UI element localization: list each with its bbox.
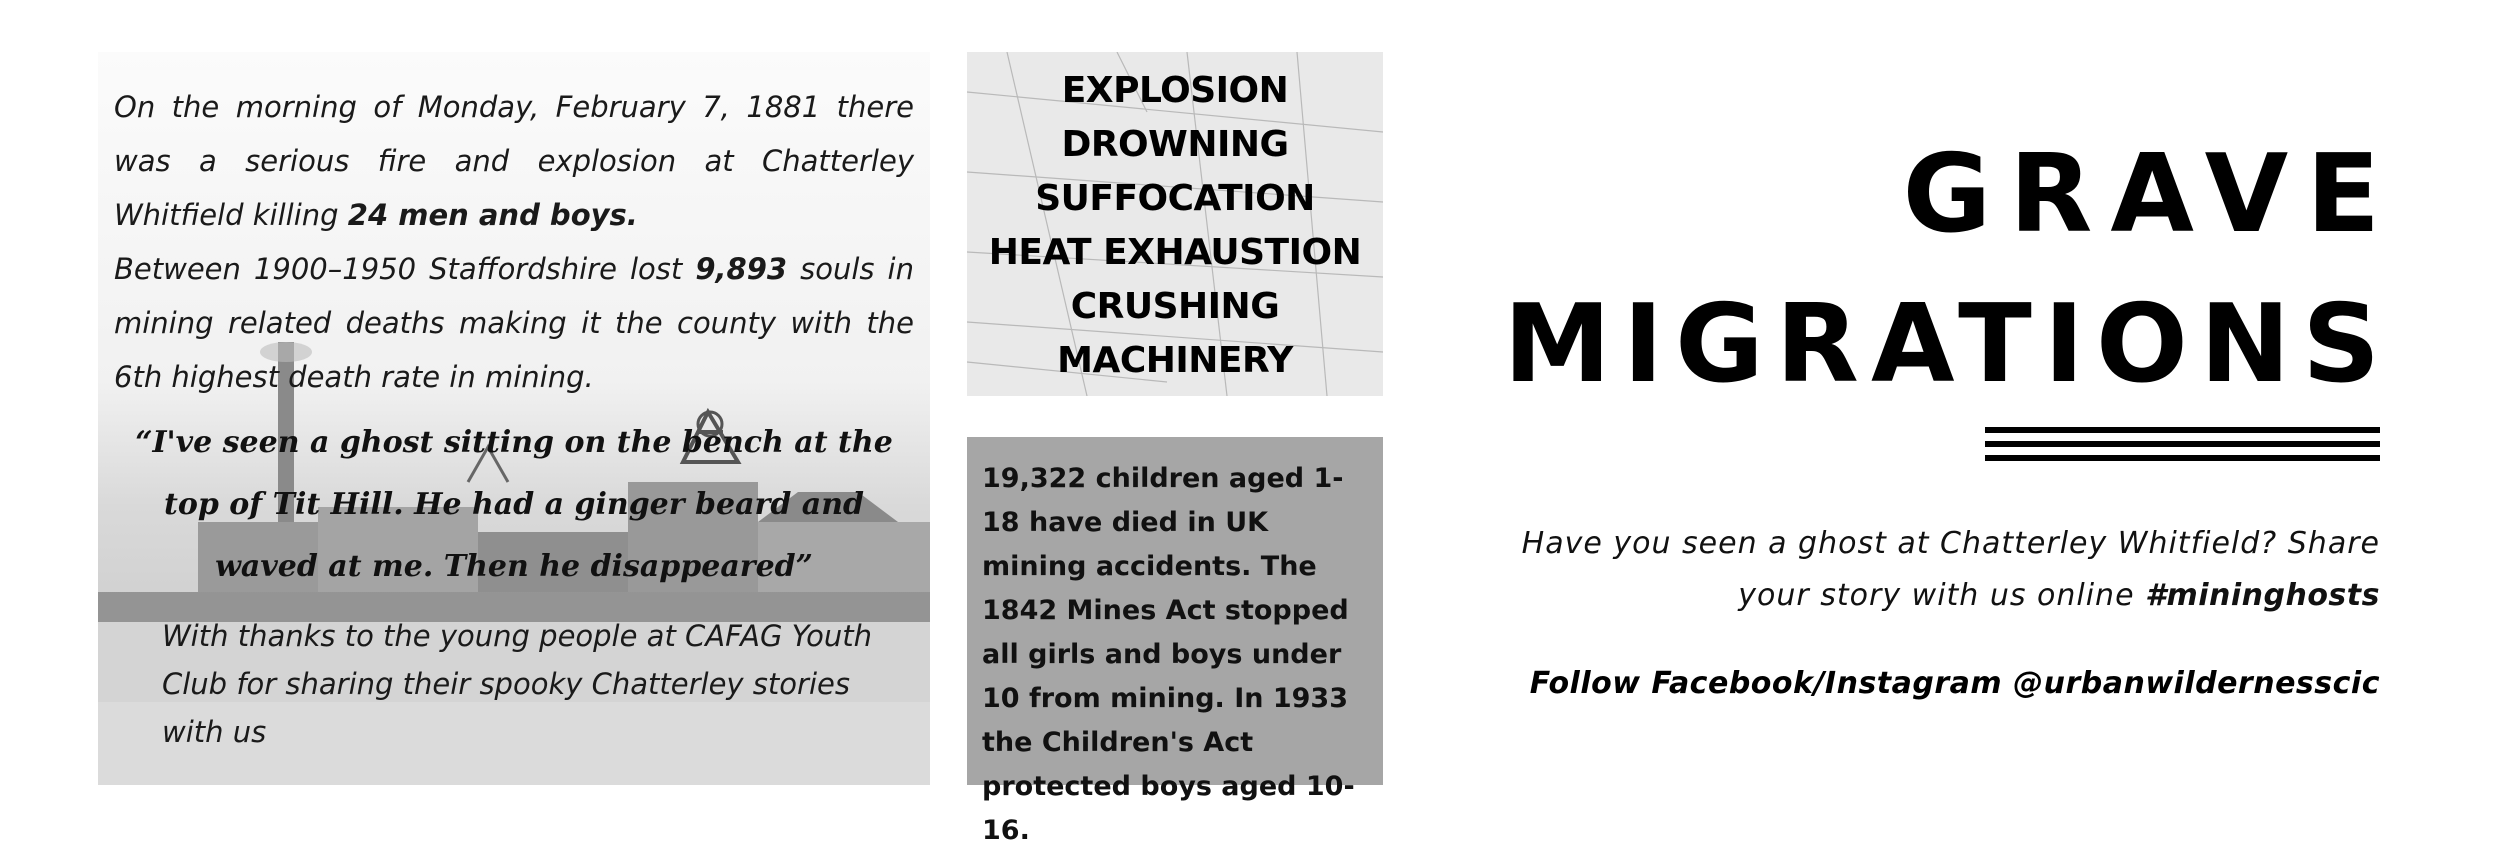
intro-sentence-1: On the morning of Monday, February 7, 1881 there was a serious fire and explosion at Chatterley Whitfield killing: [114, 90, 914, 232]
intro-sentence-2: Between 1900–1950 Staffordshire lost: [114, 252, 696, 286]
cause-item: CRUSHING: [1070, 286, 1280, 327]
cause-item: HEAT EXHAUSTION: [988, 232, 1362, 273]
share-question: Have you seen a ghost at Chatterley Whitfield? Share your story with us online: [1521, 526, 2380, 613]
cause-item: EXPLOSION: [1061, 70, 1289, 111]
intro-sentence-2-end: souls in mining related deaths making it the county with the 6th highest death rate in mining.: [114, 252, 914, 394]
intro-text: [114, 80, 914, 404]
cause-item: SUFFOCATION: [1035, 178, 1315, 219]
underline-bar: [1985, 427, 2380, 433]
page-title: [1503, 120, 2398, 420]
share-story-text: [1480, 518, 2380, 622]
intro-bold-deaths: 24 men and boys.: [347, 198, 638, 232]
underline-bar: [1985, 455, 2380, 461]
colliery-photo-panel: [98, 52, 930, 785]
children-facts-box: [967, 437, 1383, 846]
title-underline-bars: [1985, 427, 2380, 469]
cause-item: MACHINERY: [1057, 340, 1293, 381]
ghost-quote: “I've seen a ghost sitting on the bench at the top of Tit Hill. He had a ginger beard and waved at me. Then he disappeared”: [135, 425, 893, 584]
underline-bar: [1985, 441, 2380, 447]
title-line-1: GRAVE: [1902, 132, 2398, 257]
thanks-text: With thanks to the young people at CAFAG Youth Club for sharing their spooky Chatterley stories with us: [162, 619, 873, 749]
intro-bold-souls: 9,893: [695, 252, 788, 286]
causes-box: [967, 52, 1383, 396]
hashtag: #mininghosts: [2145, 578, 2380, 613]
follow-social-text: Follow Facebook/Instagram @urbanwildernesscic: [1529, 666, 2380, 701]
causes-list: [967, 64, 1383, 388]
title-line-2: MIGRATIONS: [1503, 282, 2392, 407]
children-facts-text: 19,322 children aged 1-18 have died in UK mining accidents. The 1842 Mines Act stopped all girls and boys under 10 from mining. In 1933 the Children's Act protected boys aged 10-16.: [982, 463, 1355, 846]
cause-item: DROWNING: [1061, 124, 1289, 165]
